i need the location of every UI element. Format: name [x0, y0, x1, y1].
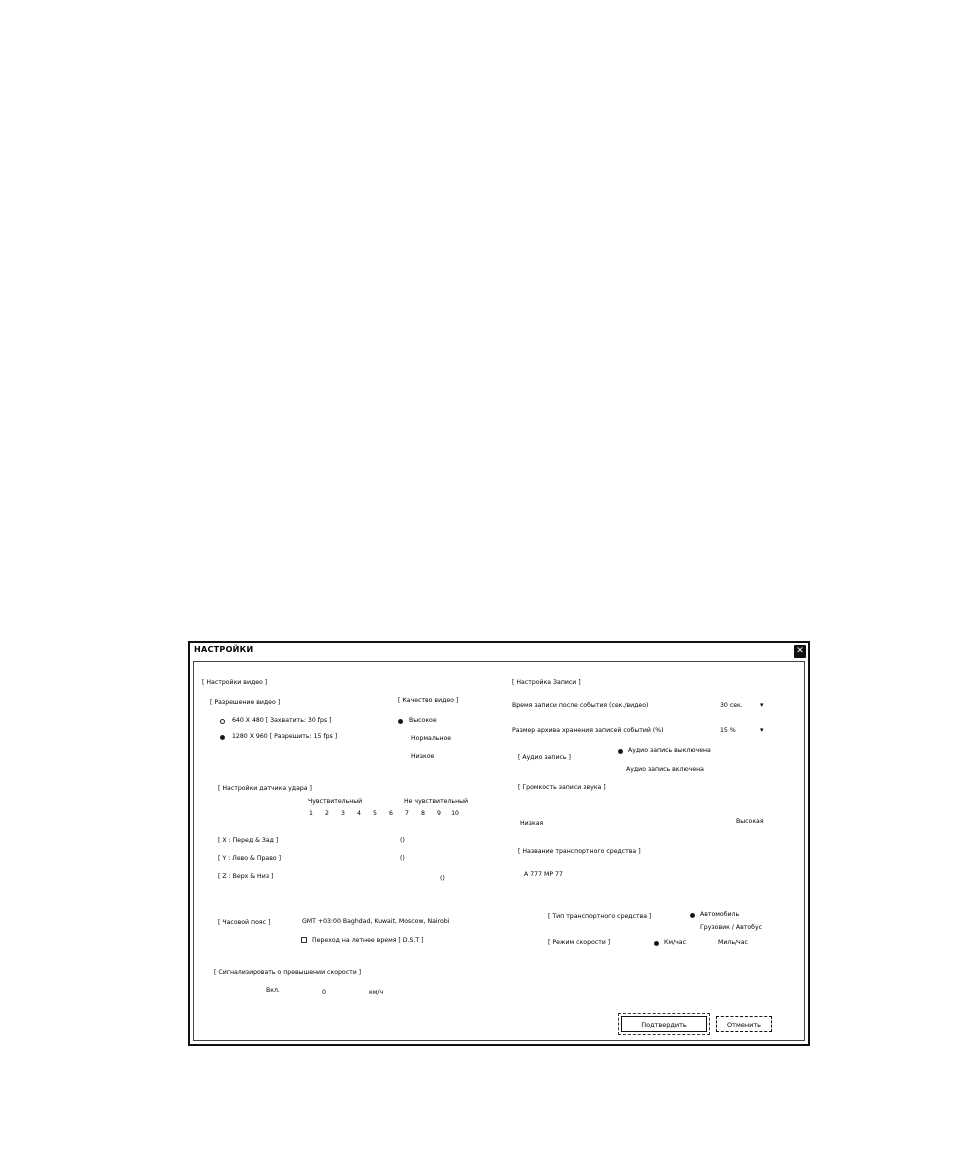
storage-label: Размер архива хранения записей событий (%) [512, 727, 664, 734]
vehicle-name-input[interactable]: A 777 МР 77 [524, 871, 563, 878]
after-event-value[interactable]: 30 сек. [720, 702, 743, 709]
audio-off-label: Аудио запись выключена [628, 747, 711, 754]
speed-unit-label: км/ч [369, 989, 384, 996]
quality-low-label[interactable]: Низкое [411, 753, 435, 760]
speed-mode-label: [ Режим скорости ] [548, 939, 611, 946]
scale-tick: 10 [451, 810, 459, 817]
scale-tick: 6 [389, 810, 393, 817]
x-axis-label: [ X : Перед & Зад ] [218, 837, 279, 844]
kmh-radio[interactable] [654, 941, 659, 946]
scale-tick: 4 [357, 810, 361, 817]
y-axis-slider[interactable]: () [400, 855, 405, 862]
type-car-radio[interactable] [690, 913, 695, 918]
storage-dropdown-icon[interactable]: ▾ [760, 726, 764, 734]
quality-high-radio[interactable] [398, 719, 403, 724]
vehicle-name-label: [ Название транспортного средства ] [518, 848, 641, 855]
dst-label: Переход на летнее время [ D.S.T ] [312, 937, 424, 944]
type-car-label: Автомобиль [700, 911, 740, 918]
resolution-label: [ Разрешение видео ] [210, 699, 281, 706]
y-axis-label: [ Y : Лево & Право ] [218, 855, 282, 862]
volume-label: [ Громкость записи звука ] [518, 784, 606, 791]
vehicle-type-label: [ Тип транспортного средства ] [548, 913, 652, 920]
scale-tick: 3 [341, 810, 345, 817]
res-1280-radio[interactable] [220, 735, 225, 740]
quality-label: [ Качество видео ] [398, 697, 459, 704]
dst-checkbox[interactable] [301, 937, 307, 943]
speed-warning-on[interactable]: Вкл. [266, 987, 280, 994]
volume-low-label: Низкая [520, 820, 544, 827]
scale-tick: 8 [421, 810, 425, 817]
after-event-dropdown-icon[interactable]: ▾ [760, 701, 764, 709]
kmh-label: Км/час [664, 939, 686, 946]
res-640-label: 640 X 480 [ Захватить: 30 fps ] [232, 717, 332, 724]
title-bar [190, 643, 808, 659]
close-button[interactable]: ✕ [794, 645, 806, 658]
mph-label[interactable]: Миль/час [718, 939, 748, 946]
confirm-button[interactable]: Подтвердить [621, 1016, 707, 1032]
timezone-select[interactable]: GMT +03:00 Baghdad, Kuwait, Moscow, Nairobi [302, 918, 450, 925]
z-axis-slider[interactable]: () [440, 875, 445, 882]
res-640-radio[interactable] [220, 719, 225, 724]
timezone-label: [ Часовой пояс ] [218, 919, 271, 926]
res-1280-label: 1280 X 960 [ Разрешить: 15 fps ] [232, 733, 338, 740]
audio-label: [ Аудио запись ] [518, 754, 571, 761]
audio-off-radio[interactable] [618, 749, 623, 754]
quality-normal-label[interactable]: Нормальное [411, 735, 452, 742]
quality-high-label: Высокое [409, 717, 437, 724]
scale-tick: 7 [405, 810, 409, 817]
settings-dialog [188, 641, 810, 1046]
storage-value[interactable]: 15 % [720, 727, 736, 734]
audio-on-label[interactable]: Аудио запись включена [626, 766, 704, 773]
after-event-label: Время записи после события (сек./видео) [512, 702, 649, 709]
z-axis-label: [ Z : Верх & Низ ] [218, 873, 274, 880]
video-section-title: [ Настройки видео ] [202, 679, 268, 686]
sensitivity-scale [303, 810, 463, 818]
type-truck-label[interactable]: Грузовик / Автобус [700, 924, 763, 931]
x-axis-slider[interactable]: () [400, 837, 405, 844]
dialog-title: НАСТРОЙКИ [194, 645, 254, 654]
speed-warning-value[interactable]: 0 [322, 989, 326, 996]
record-section-title: [ Настройка Записи ] [512, 679, 581, 686]
sensitive-label: Чувствительный [308, 798, 363, 805]
cancel-button[interactable]: Отменить [716, 1016, 772, 1032]
volume-high-label: Высокая [736, 818, 764, 825]
speed-warning-label: [ Сигнализировать о превышении скорости ] [214, 969, 362, 976]
scale-tick: 1 [309, 810, 313, 817]
scale-tick: 9 [437, 810, 441, 817]
scale-tick: 2 [325, 810, 329, 817]
insensitive-label: Не чувствительный [404, 798, 469, 805]
sensor-section-title: [ Настройки датчика удара ] [218, 785, 312, 792]
scale-tick: 5 [373, 810, 377, 817]
